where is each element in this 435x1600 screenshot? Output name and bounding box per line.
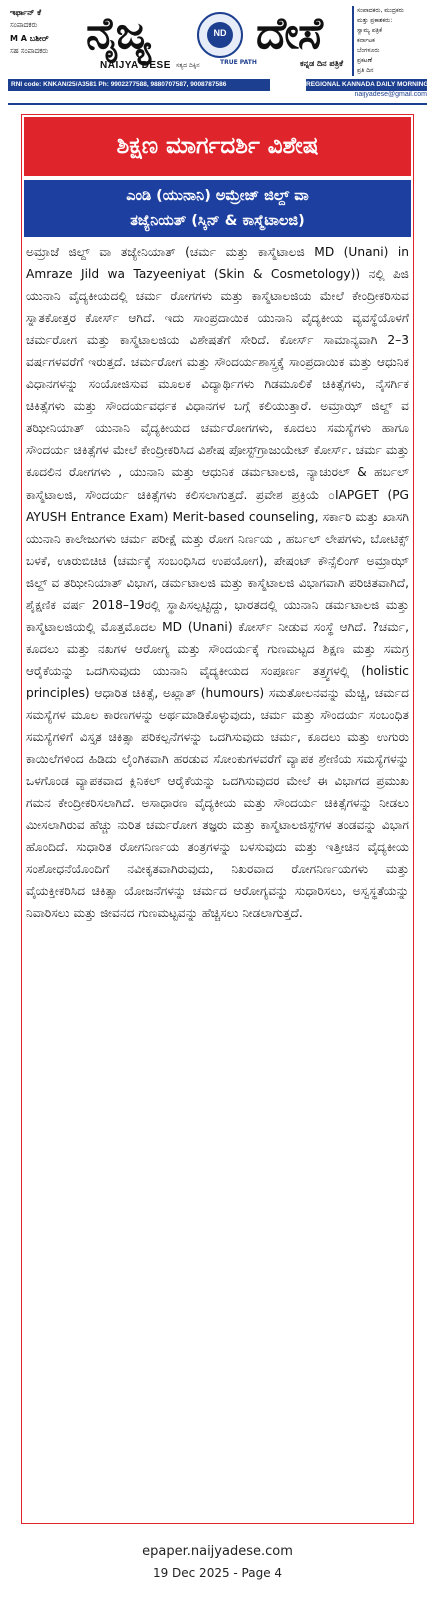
newspaper-logo-icon: [197, 12, 243, 58]
masthead-english-name: NAIJYA DESE: [100, 60, 171, 71]
headline-line-1: ಎಂಡಿ (ಯುನಾನಿ) ಅಮ್ರೇಜ್ ಜಿಲ್ದ್ ವಾ: [126, 188, 309, 204]
publisher-line: ಮತ್ತು ಪ್ರಕಾಶಕರು:: [357, 17, 393, 24]
rni-code: RNI code: KNKAN/25/A3581 Ph: 9902277588, 9880707587, 9008787586: [8, 79, 270, 91]
masthead-divider: [8, 103, 427, 105]
article-paragraph: ಅಮ್ರಾಜೆ ಜಿಲ್ದ್ ವಾ ತಜ್ಯೇನಿಯಾತ್ (ಚರ್ಮ ಮತ್ತು ಕಾಸ್ಮೆಟಾಲಜಿ MD (Unani) in Amraze Jild wa Tazyeeniyat (Skin & Cosmetology)) ನಲ್ಲಿ ಪಿಜಿ ಯುನಾನಿ ವೈದ್ಯಕೀಯದಲ್ಲಿ ಚರ್ಮ ರೋಗಗಳು ಮತ್ತು ಕಾಸ್ಮೆಟಾಲಜಿಯ ಮೇಲೆ ಕೇಂದ್ರೀಕರಿಸುವ ಸ್ನಾತಕೋತ್ತರ ಕೋರ್ಸ್ ಆಗಿದೆ. ಇದು ಸಾಂಪ್ರದಾಯಿಕ ಯುನಾನಿ ವೈದ್ಯಕೀಯ ವ್ಯವಸ್ಥೆಯೊಳಗೆ ಚರ್ಮರೋಗ ಮತ್ತು ಕಾಸ್ಮೆಟಾಲಜಿಯ ವಿಶೇಷತೆಗೆ ಸೇರಿದೆ. ಕೋರ್ಸ್ ಸಾಮಾನ್ಯವಾಗಿ 2–3 ವರ್ಷಗಳವರೆಗೆ ಇರುತ್ತದೆ. ಚರ್ಮರೋಗ ಮತ್ತು ಸೌಂದರ್ಯಶಾಸ್ತ್ರಕ್ಕೆ ಸಾಂಪ್ರದಾಯಿಕ ಮತ್ತು ಆಧುನಿಕ ವಿಧಾನಗಳನ್ನು ಸಂಯೋಜಿಸುವ ಮೂಲಕ ವಿದ್ಯಾರ್ಥಿಗಳು ಗಿಡಮೂಲಿಕೆ ಚಿಕಿತ್ಸೆಗಳು, ನೈಸರ್ಗಿಕ ಚಿಕಿತ್ಸೆಗಳು ಮತ್ತು ಸೌಂದರ್ಯವರ್ಧಕ ವಿಧಾನಗಳ ಬಗ್ಗೆ ಕಲಿಯುತ್ತಾರೆ. ಅಮ್ರಾಝ್ ಜಿಲ್ದ್ ವ ತಝೀನಿಯಾತ್ ಯುನಾನಿ ವೈದ್ಯಕೀಯದ ಚರ್ಮರೋಗಗಳು, ಕೂದಲು ಸಮಸ್ಯೆಗಳು ಹಾಗೂ ಸೌಂದರ್ಯ ಚಿಕಿತ್ಸೆಗಳ ಮೇಲೆ ಕೇಂದ್ರೀಕರಿಸಿದ ವಿಶೇಷ ಪೋಸ್ಟ್‌ಗ್ರಾಜುಯೇಟ್ ಕೋರ್ಸ್. ಚರ್ಮ ಮತ್ತು ಕೂದಲಿನ ರೋಗಗಳು , ಯುನಾನಿ ಮತ್ತು ಆಧುನಿಕ ಡರ್ಮಟಾಲಜಿ, ನ್ಯಾಚುರಲ್ & ಹರ್ಬಲ್ ಕಾಸ್ಮೆಟಾಲಜಿ, ಸೌಂದರ್ಯ ಚಿಕಿತ್ಸೆಗಳು ಕಲಿಸಲಾಗುತ್ತದೆ. ಪ್ರವೇಶ ಪ್ರಕ್ರಿಯೆ ೦IAPGET (PG AYUSH Entrance Exam) Merit-based counseling, ಸರ್ಕಾರಿ ಮತ್ತು ಖಾಸಗಿ ಯುನಾನಿ ಕಾಲೇಜುಗಳು ಚರ್ಮ ಪರೀಕ್ಷೆ ಮತ್ತು ರೋಗ ನಿರ್ಣಯ , ಹರ್ಬಲ್ ಲೇಪಗಳು, ಬೋಟಿಕ್ಸ್ ಬಳಕೆ, ಊರುಬಿಚಿಚಿ (ಚರ್ಮಕ್ಕೆ ಸಂಬಂಧಿಸಿದ ಉಪಯೋಗ), ಪೇಷಂಟ್ ಕೌನ್ಸೆಲಿಂಗ್ ಅಮ್ರಾಝ್ ಜಿಲ್ದ್ ವ ತಝೀನಿಯಾತ್ ವಿಭಾಗ, ಡರ್ಮಟಾಲಜಿ ಮತ್ತು ಕಾಸ್ಮೆಟಾಲಜಿ ವಿಭಾಗವಾಗಿ ಪರಿಚಿತವಾಗಿದೆ, ಶೈಕ್ಷಣಿಕ ವರ್ಷ 2018–19ರಲ್ಲಿ ಸ್ಥಾಪಿಸಲ್ಪಟ್ಟಿದ್ದು, ಭಾರತದಲ್ಲಿ ಯುನಾನಿ ಡರ್ಮಟಾಲಜಿ ಮತ್ತು ಕಾಸ್ಮೆಟಾಲಜಿಯಲ್ಲಿ ಮೊತ್ತಮೊದಲ MD (Unani) ಕೋರ್ಸ್ ನೀಡುವ ಸಂಸ್ಥೆ ಆಗಿದೆ. ?ಚರ್ಮ, ಕೂದಲು ಮತ್ತು ನಖಗಳ ಆರೋಗ್ಯ ಮತ್ತು ಸೌಂದರ್ಯಕ್ಕೆ ಗುಣಮಟ್ಟದ ಶಿಕ್ಷಣ ಮತ್ತು ಸಮಗ್ರ ಆರೈಕೆಯನ್ನು ಒದಗಿಸುವುದು ಯುನಾನಿ ವೈದ್ಯಕೀಯದ ಸಂಪೂರ್ಣ ತತ್ತ್ವಗಳಲ್ಲಿ (holistic principles) ಆಧಾರಿತ ಚಿಕಿತ್ಸೆ, ಅಖ್ಲಾತ್ (humours) ಸಮತೋಲನವನ್ನು ಮೆಚ್ಚಿ, ಚರ್ಮದ ಸಮಸ್ಯೆಗಳ ಮೂಲ ಕಾರಣಗಳನ್ನು ಅರ್ಥಮಾಡಿಕೊಳ್ಳುವುದು, ಚರ್ಮ ಮತ್ತು ಸೌಂದರ್ಯ ಸಂಬಂಧಿತ ಸಮಸ್ಯೆಗಳಿಗೆ ವಿಸ್ತೃತ ಚಿಕಿತ್ಸಾ ಪರಿಕಲ್ಪನೆಗಳನ್ನು ಒದಗಿಸುವುದು ಚರ್ಮ, ಕೂದಲು ಮತ್ತು ಉಗುರು ಕಾಯಿಲೆಗಳಿಂದ ಹಿಡಿದು ಲೈಂಗಿಕವಾಗಿ ಹರಡುವ ಸೋಂಕುಗಳವರೆಗೆ ವ್ಯಾಪಕ ಶ್ರೇಣಿಯ ಸಮಸ್ಯೆಗಳನ್ನು ಒಳಗೊಂಡ ವ್ಯಾಪಕವಾದ ಕ್ಲಿನಿಕಲ್ ಆರೈಕೆಯನ್ನು ಒದಗಿಸುವುದರ ಮೇಲೆ ಈ ವಿಭಾಗದ ಪ್ರಮುಖ ಗಮನ ಕೇಂದ್ರೀಕರಿಸಲಾಗಿದೆ. ಅಸಾಧಾರಣ ವೈದ್ಯಕೀಯ ಮತ್ತು ಸೌಂದರ್ಯ ಚಿಕಿತ್ಸೆಗಳನ್ನು ನೀಡಲು ಮೀಸಲಾಗಿರುವ ಹೆಚ್ಚು ನುರಿತ ಚರ್ಮರೋಗ ತಜ್ಞರು ಮತ್ತು ಕಾಸ್ಮೆಟಾಲಜಿಸ್ಟ್‌ಗಳ ತಂಡವನ್ನು ವಿಭಾಗ ಹೊಂದಿದೆ. ಸುಧಾರಿತ ರೋಗನಿರ್ಣಯ ತಂತ್ರಗಳನ್ನು ಬಳಸುವುದು ಮತ್ತು ಇತ್ತೀಚಿನ ವೈದ್ಯಕೀಯ ಸಂಶೋಧನೆಯೊಂದಿಗೆ ನವೀಕೃತವಾಗಿರುವುದು, ನಿಖರವಾದ ರೋಗನಿರ್ಣಯಗಳು ಮತ್ತು ವೈಯಕ್ತೀಕರಿಸಿದ ಚಿಕಿತ್ಸಾ ಯೋಜನೆಗಳನ್ನು ಚರ್ಮದ ಆರೋಗ್ಯವನ್ನು ಸುಧಾರಿಸಲು, ಅಸ್ವಸ್ಥತೆಯನ್ನು ನಿವಾರಿಸಲು ಮತ್ತು ಜೀವನದ ಗುಣಮಟ್ಟವನ್ನು ಹೆಚ್ಚಿಸಲು ನೀಡಲಾಗುತ್ತದೆ.: [26, 245, 409, 921]
publisher-line: ಪ್ರಕಟಣೆ: [357, 57, 373, 64]
kannada-daily-label: ಕನ್ನಡ ದಿನ ಪತ್ರಿಕೆ: [300, 59, 344, 68]
publisher-line: ಸ್ವಾಮ್ಯ ಪತ್ರಿಕೆ: [357, 27, 383, 34]
article-headline: [24, 180, 411, 237]
article-body: [26, 241, 409, 1521]
publisher-block: [352, 6, 428, 76]
publisher-line: ಪ್ರತಿ ದಿನ: [357, 67, 374, 74]
section-banner: ಶಿಕ್ಷಣ ಮಾರ್ಗದರ್ಶಿ ವಿಶೇಷ: [24, 117, 411, 176]
editor-block: [10, 6, 98, 58]
publisher-line: ಬೆಂಗಳೂರು: [357, 47, 380, 54]
headline-line-2: ತಜ್ಯೆನಿಯತ್ (ಸ್ಕಿನ್ & ಕಾಸ್ಮೆಟಾಲಜಿ): [130, 213, 305, 229]
masthead-title-right: ದೇಸೆ: [256, 8, 322, 59]
editor-name: ಇರ್ಫಾನ್ ಕೆ: [10, 8, 42, 17]
publisher-line: ಕರ್ನಾಟಕ: [357, 37, 375, 44]
footer-date-page: 19 Dec 2025 - Page 4: [152, 1566, 283, 1580]
footer-url[interactable]: epaper.naijyadese.com: [142, 1544, 293, 1559]
true-path-label: TRUE PATH: [220, 59, 257, 66]
masthead-title-left: ನೈಜ್ಯ: [86, 8, 151, 59]
co-editor-role: ಸಹ ಸಂಪಾದಕರು: [10, 47, 49, 55]
logo-text: ND: [213, 28, 227, 38]
publisher-line: ಸಂಪಾದಕರು, ಮುದ್ರಕರು: [357, 7, 404, 14]
regional-label: REGIONAL KANNADA DAILY MORNING: [306, 79, 427, 91]
email-link[interactable]: naijyadese@gmail.com: [354, 91, 427, 98]
co-editor-name: M A ಬಶೀರ್: [10, 34, 49, 43]
masthead-tagline: ಸತ್ಯದ ದಿಕ್ಕಿನ: [176, 62, 200, 69]
editor-role: ಸಂಪಾದಕರು: [10, 21, 38, 29]
registration-bar: [8, 79, 429, 98]
